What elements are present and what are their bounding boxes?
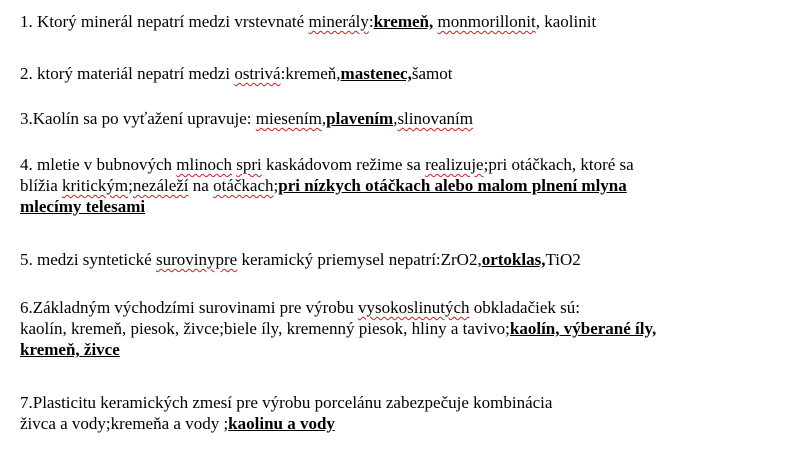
spellcheck-word: surovinypre — [155, 250, 238, 269]
answer-highlight: plavením — [326, 109, 394, 128]
question-text: živca a vody;kremeňa a vody ; — [20, 414, 229, 433]
answer-highlight: kaolinu a vody — [228, 414, 335, 433]
question-line — [20, 196, 792, 217]
answer-highlight: mlecímy telesami — [20, 197, 146, 216]
spellcheck-word: slinovaním — [397, 109, 473, 128]
question-text: ;pri otáčkach, ktoré sa — [483, 155, 634, 174]
question-text: kaskádovom režime sa — [261, 155, 426, 174]
question-line — [20, 11, 792, 32]
answer-highlight: mastenec, — [340, 64, 412, 83]
question-3 — [20, 108, 792, 129]
question-text: na — [188, 176, 214, 195]
question-4 — [20, 154, 792, 217]
question-line — [20, 392, 792, 413]
question-text: ; — [273, 176, 279, 195]
question-text: 1. Ktorý minerál nepatrí medzi vrstevnaté — [20, 12, 309, 31]
question-line — [20, 63, 792, 84]
question-line — [20, 297, 792, 318]
question-line — [20, 413, 792, 434]
question-text: , kaolinit — [535, 12, 597, 31]
question-text: 3.Kaolín sa po vyťažení upravuje: — [20, 109, 256, 128]
question-text: 2. ktorý materiál nepatrí medzi — [20, 64, 235, 83]
question-text: 4. mletie v bubnových — [20, 155, 177, 174]
spellcheck-word: monmorillonit — [437, 12, 536, 31]
spellcheck-word: mlinoch — [176, 155, 232, 174]
question-1 — [20, 11, 792, 32]
question-text: obkladačiek sú: — [469, 298, 580, 317]
question-text: : — [368, 12, 374, 31]
question-text: :kremeň, — [280, 64, 341, 83]
spellcheck-word: otáčkach — [213, 176, 274, 195]
answer-highlight: kremeň, živce — [20, 340, 120, 359]
question-text: 7.Plasticitu keramických zmesí pre výrobu porcelánu zabezpečuje kombinácia — [20, 393, 553, 412]
spellcheck-word: minerály — [308, 12, 369, 31]
question-2 — [20, 63, 792, 84]
question-text: 5. medzi syntetické — [20, 250, 156, 269]
question-line — [20, 249, 792, 270]
spellcheck-word: nezáleží — [132, 176, 189, 195]
question-line — [20, 339, 792, 360]
answer-highlight: pri nízkych otáčkach alebo malom plnení mlyna — [278, 176, 627, 195]
question-6 — [20, 297, 792, 360]
question-line — [20, 154, 792, 175]
spellcheck-word: spri — [236, 155, 262, 174]
question-text: šamot — [411, 64, 453, 83]
answer-highlight: kremeň, — [373, 12, 434, 31]
spellcheck-word: ostrivá — [234, 64, 281, 83]
question-line — [20, 318, 792, 339]
question-line — [20, 108, 792, 129]
question-text: ; — [128, 176, 133, 195]
spellcheck-word: miesením — [255, 109, 322, 128]
question-text: , — [393, 109, 398, 128]
question-text: TiO2 — [545, 250, 581, 269]
question-text: keramický priemysel nepatrí:ZrO2, — [237, 250, 482, 269]
question-text: kaolín, kremeň, piesok, živce;biele íly, kremenný piesok, hliny a tavivo; — [20, 319, 510, 338]
question-text: 6.Základným východzími surovinami pre výrobu — [20, 298, 359, 317]
spellcheck-word: kritickým — [62, 176, 129, 195]
answer-highlight: ortoklas, — [481, 250, 546, 269]
spellcheck-word: vysokoslinutých — [358, 298, 470, 317]
question-text: , — [321, 109, 327, 128]
spellcheck-word: realizuje — [425, 155, 484, 174]
question-text: blížia — [20, 176, 63, 195]
question-5 — [20, 249, 792, 270]
question-7 — [20, 392, 792, 434]
answer-highlight: kaolín, výberané íly, — [509, 319, 657, 338]
question-line — [20, 175, 792, 196]
